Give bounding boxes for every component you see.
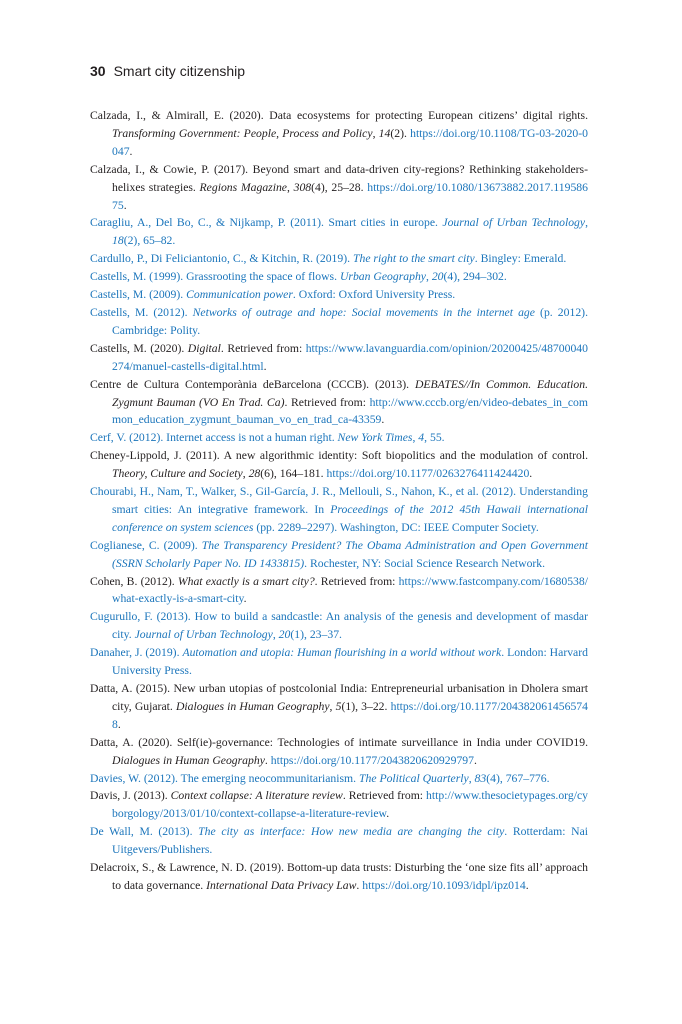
reference-source-title: 83 (474, 771, 487, 785)
reference-source-title: The right to the smart city (352, 252, 475, 266)
running-head (90, 63, 245, 79)
reference-source-title: 5 (335, 699, 342, 713)
reference-text: . Retrieved from: (220, 341, 306, 355)
reference-source-title: Dialogues in Human Geography (112, 753, 265, 767)
reference-url-link[interactable]: https://doi.org/10.1177/0263276411424420 (326, 467, 530, 481)
reference-url-link[interactable]: https://doi.org/10.1093/idpl/ipz014 (362, 878, 526, 892)
reference-text: . Bingley: Emerald. (474, 252, 567, 266)
reference-source-title: The Transparency President? The Obama Administration and Open Government (SSRN Scholarly Paper No. ID 1433815) (112, 538, 588, 570)
reference-source-title: Digital (187, 341, 221, 355)
reference-text: (4), 25–28. (311, 180, 368, 194)
reference-text: Delacroix, S., & Lawrence, N. D. (2019). Bottom-up data trusts: Disturbing the ‘one size fits all’ approach to data governance. (90, 861, 588, 892)
reference-text: (pp. 2289–2297). Washington, DC: IEEE Computer Society. (253, 520, 539, 534)
reference-source-title: International Data Privacy Law (206, 878, 357, 892)
running-title: Smart city citizenship (113, 63, 246, 79)
reference-text: (6), 164–181. (260, 467, 327, 481)
reference-entry (90, 859, 588, 895)
reference-source-title: 20 (431, 270, 444, 284)
reference-source-title: What exactly is a smart city? (177, 574, 315, 588)
reference-text: De Wall, M. (2013). (90, 825, 199, 839)
reference-source-title: Transforming Government: People, Process and Policy (112, 126, 373, 140)
reference-url-link[interactable]: http://www.thesocietypages.org/cyborgology/2013/01/10/context-collapse-a-literature-review (112, 789, 588, 821)
reference-url-link[interactable]: http://www.cccb.org/en/video-debates_in_common_education_zygmunt_bauman_vo_en_trad_ca-43359 (112, 395, 588, 427)
reference-text: , (425, 270, 432, 284)
reference-source-title: 308 (293, 180, 312, 194)
reference-text: Datta, A. (2020). Self(ie)-governance: Technologies of intimate surveillance in India under COVID19. (90, 735, 588, 749)
reference-text: Calzada, I., & Cowie, P. (2017). Beyond smart and data-driven city-regions? Rethinking stakeholders-helixes strategies. (90, 162, 588, 194)
reference-entry[interactable] (90, 823, 588, 859)
reference-text: . Retrieved from: (314, 574, 399, 588)
reference-entry[interactable] (90, 608, 588, 644)
reference-text: Davies, W. (2012). The emerging neocommunitarianism. (90, 771, 359, 785)
reference-entry[interactable] (90, 770, 588, 788)
reference-text: . Retrieved from: (284, 395, 370, 409)
reference-source-title: Journal of Urban Technology (134, 628, 273, 642)
reference-text: Cheney-Lippold, J. (2011). A new algorithmic identity: Soft biopolitics and the modulation of control. (90, 449, 588, 463)
reference-source-title: Context collapse: A literature review (170, 789, 343, 803)
reference-source-title: The city as interface: How new media are changing the city (198, 825, 505, 839)
reference-text: Datta, A. (2015). New urban utopias of postcolonial India: Entrepreneurial urbanisation in Dholera smart city, Gujarat. (90, 682, 588, 713)
reference-entry (90, 107, 588, 161)
reference-text: . (129, 144, 133, 158)
reference-source-title: Communication power (186, 288, 293, 302)
reference-text: , (286, 180, 294, 194)
reference-source-title: 20 (278, 628, 291, 642)
reference-text: . (264, 753, 271, 767)
reference-source-title: Proceedings of the 2012 45th Hawaii international conference on system sciences (112, 502, 588, 534)
reference-source-title: Theory, Culture and Society (112, 467, 243, 481)
reference-text: (2), 65–82. (123, 234, 176, 248)
reference-text: (1), 23–37. (290, 628, 342, 642)
reference-entry[interactable] (90, 537, 588, 573)
reference-source-title: 18 (112, 234, 124, 248)
reference-text: , (372, 126, 379, 140)
reference-text: Coglianese, C. (2009). (90, 538, 202, 552)
reference-text: . (386, 807, 390, 821)
reference-text: . Rotterdam: Nai Uitgevers/Publishers. (112, 825, 589, 857)
reference-text: Danaher, J. (2019). (90, 646, 183, 660)
reference-entry[interactable] (90, 268, 588, 286)
reference-text: . London: Harvard University Press. (112, 646, 588, 678)
reference-text: , (272, 628, 279, 642)
reference-entry (90, 161, 588, 215)
reference-text: . Oxford: Oxford University Press. (292, 288, 456, 302)
reference-url-link[interactable]: https://doi.org/10.1177/2043820620929797 (270, 753, 474, 767)
reference-url-link[interactable]: https://www.lavanguardia.com/opinion/20200425/48700040274/manuel-castells-digital.html (112, 341, 588, 373)
reference-entry (90, 680, 588, 734)
reference-text: Caragliu, A., Del Bo, C., & Nijkamp, P. (2011). Smart cities in europe. (90, 216, 443, 230)
reference-source-title: Networks of outrage and hope: Social movements in the internet age (192, 305, 535, 319)
reference-entry[interactable] (90, 429, 588, 447)
reference-list (90, 107, 588, 895)
reference-entry (90, 573, 588, 609)
reference-text: (4), 294–302. (443, 270, 507, 284)
reference-text: , 55. (424, 431, 445, 445)
reference-text: Cardullo, P., Di Feliciantonio, C., & Kitchin, R. (2019). (90, 252, 353, 266)
reference-entry[interactable] (90, 250, 588, 268)
reference-text: Centre de Cultura Contemporània deBarcelona (CCCB). (2013). (90, 377, 415, 391)
reference-text: Castells, M. (2020). (90, 341, 188, 355)
reference-entry[interactable] (90, 483, 588, 537)
reference-text: (p. 2012). Cambridge: Polity. (112, 305, 588, 337)
reference-text: Castells, M. (1999). Grassrooting the space of flows. (90, 270, 340, 284)
reference-text: . (529, 467, 533, 481)
reference-text: Chourabi, H., Nam, T., Walker, S., Gil-García, J. R., Mellouli, S., Nahon, K., et al. (2012). Understanding smart cities: An integrative framework. In (90, 485, 588, 516)
reference-url-link[interactable]: https://www.fastcompany.com/1680538/what-exactly-is-a-smart-city (112, 574, 588, 606)
reference-text: . (381, 413, 385, 427)
reference-text: , (329, 699, 336, 713)
reference-source-title: Automation and utopia: Human flourishing in a world without work (182, 646, 502, 660)
reference-source-title: New York Times (337, 431, 413, 445)
reference-text: (1), 3–22. (341, 699, 391, 713)
reference-text: Cohen, B. (2012). (90, 574, 178, 588)
reference-entry (90, 734, 588, 770)
reference-text: . (474, 753, 477, 767)
reference-url-link[interactable]: https://doi.org/10.1080/13673882.2017.11958675 (112, 180, 588, 212)
reference-entry[interactable] (90, 286, 588, 304)
reference-text: . (243, 592, 247, 606)
reference-text: Calzada, I., & Almirall, E. (2020). Data ecosystems for protecting European citizens’ digital rights. (90, 109, 588, 122)
reference-entry[interactable] (90, 644, 588, 680)
reference-text: . (123, 198, 127, 212)
reference-text: Cugurullo, F. (2013). How to build a sandcastle: An analysis of the genesis and development of masdar city. (90, 610, 588, 642)
reference-source-title: 4 (418, 431, 425, 445)
reference-text: Cerf, V. (2012). Internet access is not a human right. (90, 431, 338, 445)
reference-text: Davis, J. (2013). (90, 789, 171, 803)
reference-entry (90, 376, 588, 430)
reference-text: , (468, 771, 475, 785)
reference-url-link[interactable]: https://doi.org/10.1108/TG-03-2020-0047 (112, 126, 588, 158)
reference-source-title: 14 (378, 126, 391, 140)
reference-entry[interactable] (90, 214, 588, 250)
reference-text: . (117, 717, 121, 731)
reference-text: . (263, 359, 267, 373)
reference-entry (90, 447, 588, 483)
page-number: 30 (90, 63, 106, 79)
reference-source-title: Journal of Urban Technology (442, 216, 586, 230)
reference-text: (2). (390, 126, 411, 140)
reference-text: , (242, 467, 249, 481)
reference-source-title: Dialogues in Human Geography (175, 699, 330, 713)
reference-text: . (525, 878, 529, 892)
reference-source-title: DEBATES//In Common. Education. Zygmunt Bauman (VO En Trad. Ca) (112, 377, 588, 409)
reference-source-title: Regions Magazine (199, 180, 287, 194)
reference-text: (4), 767–776. (486, 771, 550, 785)
reference-entry (90, 787, 588, 823)
reference-text: . Retrieved from: (342, 789, 427, 803)
reference-text: Castells, M. (2009). (90, 288, 187, 302)
reference-source-title: The Political Quarterly (358, 771, 469, 785)
reference-entry (90, 340, 588, 376)
reference-text: Castells, M. (2012). (90, 305, 193, 319)
reference-text: . (356, 878, 363, 892)
reference-source-title: Urban Geography (339, 270, 426, 284)
reference-url-link[interactable]: https://doi.org/10.1177/2043820614565748 (112, 699, 588, 731)
reference-text: , (585, 216, 588, 230)
reference-source-title: 28 (248, 467, 261, 481)
reference-entry[interactable] (90, 304, 588, 340)
reference-text: . Rochester, NY: Social Science Research Network. (304, 556, 546, 570)
reference-text: , (412, 431, 419, 445)
